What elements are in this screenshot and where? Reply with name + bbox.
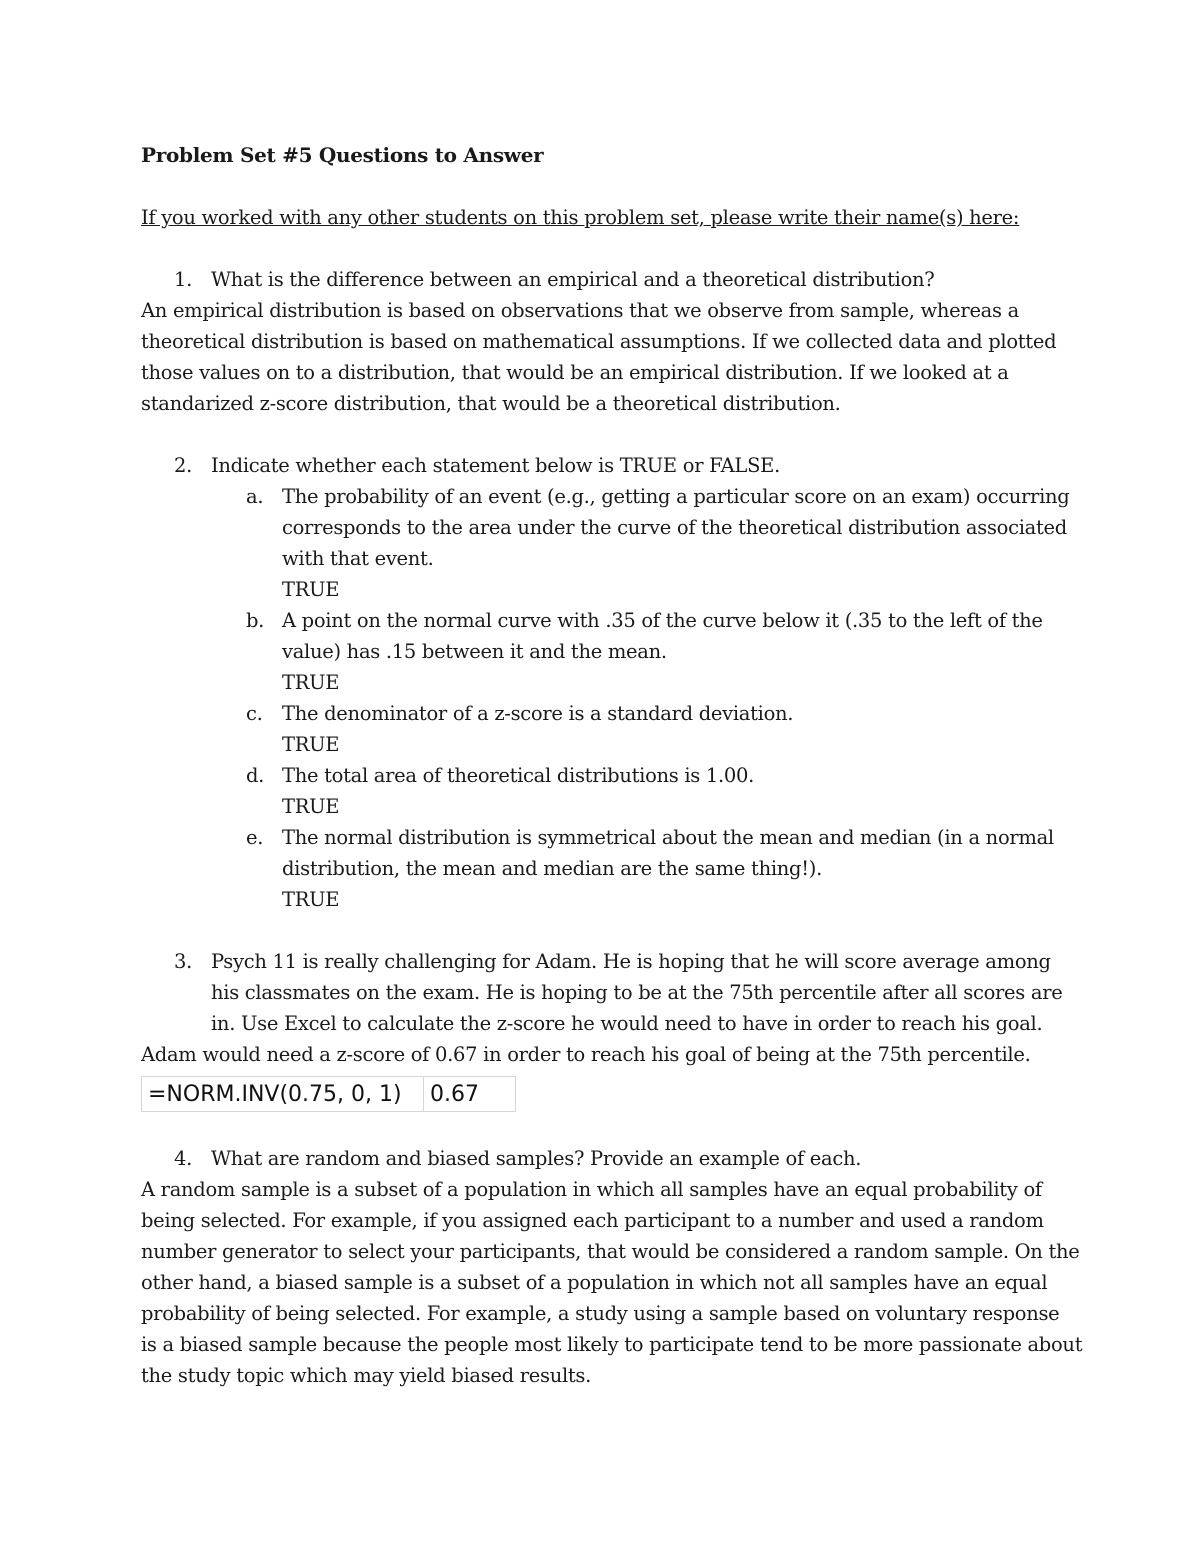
statement-letter: d.: [246, 764, 265, 787]
answer-line: standarized z-score distribution, that would be a theoretical distribution.: [141, 392, 841, 415]
question-number: 3.: [174, 950, 193, 973]
statement-letter: e.: [246, 826, 264, 849]
statement-line: The denominator of a z-score is a standard deviation.: [282, 702, 794, 725]
answer-3: Adam would need a z-score of 0.67 in order to reach his goal of being at the 75th percentile.: [141, 1043, 1031, 1066]
statement-a: [141, 481, 1071, 605]
statement-line: corresponds to the area under the curve of the theoretical distribution associated: [282, 516, 1067, 539]
question-2: [141, 450, 1071, 481]
question-number: 2.: [174, 454, 193, 477]
answer-1: [141, 295, 1071, 419]
statement-line: The probability of an event (e.g., getting a particular score on an exam) occurring: [282, 485, 1070, 508]
collaborators-prompt: If you worked with any other students on this problem set, please write their name(s) here:: [141, 206, 1020, 229]
statement-answer: TRUE: [282, 733, 340, 756]
statement-b: [141, 605, 1071, 698]
answer-line: those values on to a distribution, that would be an empirical distribution. If we looked at a: [141, 361, 1009, 384]
statement-line: The normal distribution is symmetrical about the mean and median (in a normal: [282, 826, 1054, 849]
answer-line: being selected. For example, if you assigned each participant to a number and used a random: [141, 1209, 1044, 1232]
question-number: 4.: [174, 1147, 193, 1170]
spacer: [141, 419, 1071, 450]
answer-line: other hand, a biased sample is a subset of a population in which not all samples have an equal: [141, 1271, 1048, 1294]
question-line: his classmates on the exam. He is hoping to be at the 75th percentile after all scores are: [211, 981, 1063, 1004]
statement-d: [141, 760, 1071, 822]
statement-answer: TRUE: [282, 671, 340, 694]
spacer: [141, 915, 1071, 946]
statement-line: value) has .15 between it and the mean.: [282, 640, 667, 663]
question-3: [141, 946, 1071, 1039]
excel-formula-cell: =NORM.INV(0.75, 0, 1): [141, 1076, 424, 1112]
answer-4: [141, 1174, 1083, 1391]
document-title: Problem Set #5 Questions to Answer: [141, 143, 544, 167]
statement-letter: c.: [246, 702, 263, 725]
statement-answer: TRUE: [282, 795, 340, 818]
answer-line: the study topic which may yield biased results.: [141, 1364, 592, 1387]
answer-line: number generator to select your participants, that would be considered a random sample. On the: [141, 1240, 1080, 1263]
statement-line: A point on the normal curve with .35 of the curve below it (.35 to the left of the: [282, 609, 1043, 632]
question-number: 1.: [174, 268, 193, 291]
question-1: [141, 264, 1071, 295]
statement-line: distribution, the mean and median are the same thing!).: [282, 857, 822, 880]
question-text: What are random and biased samples? Provide an example of each.: [211, 1147, 862, 1170]
statement-answer: TRUE: [282, 888, 340, 911]
statement-letter: b.: [246, 609, 265, 632]
statement-line: with that event.: [282, 547, 434, 570]
spacer: [141, 1120, 1071, 1143]
statement-letter: a.: [246, 485, 264, 508]
statement-e: [141, 822, 1071, 915]
excel-result-cell: 0.67: [424, 1076, 516, 1112]
statement-line: The total area of theoretical distributions is 1.00.: [282, 764, 755, 787]
question-text: What is the difference between an empirical and a theoretical distribution?: [211, 268, 935, 291]
answer-line: A random sample is a subset of a population in which all samples have an equal probability of: [141, 1178, 1042, 1201]
document-page: [141, 140, 1083, 1391]
spacer: [141, 233, 1071, 264]
answer-line: theoretical distribution is based on mathematical assumptions. If we collected data and plotted: [141, 330, 1057, 353]
excel-formula-snippet: [141, 1076, 1071, 1112]
answer-line: is a biased sample because the people most likely to participate tend to be more passionate about: [141, 1333, 1083, 1356]
statement-c: [141, 698, 1071, 760]
question-line: Psych 11 is really challenging for Adam. He is hoping that he will score average among: [211, 950, 1051, 973]
answer-line: An empirical distribution is based on observations that we observe from sample, whereas a: [141, 299, 1019, 322]
question-line: in. Use Excel to calculate the z-score he would need to have in order to reach his goal.: [211, 1012, 1043, 1035]
question-4: [141, 1143, 1071, 1174]
statement-answer: TRUE: [282, 578, 340, 601]
answer-line: probability of being selected. For example, a study using a sample based on voluntary response: [141, 1302, 1060, 1325]
question-text: Indicate whether each statement below is TRUE or FALSE.: [211, 454, 780, 477]
